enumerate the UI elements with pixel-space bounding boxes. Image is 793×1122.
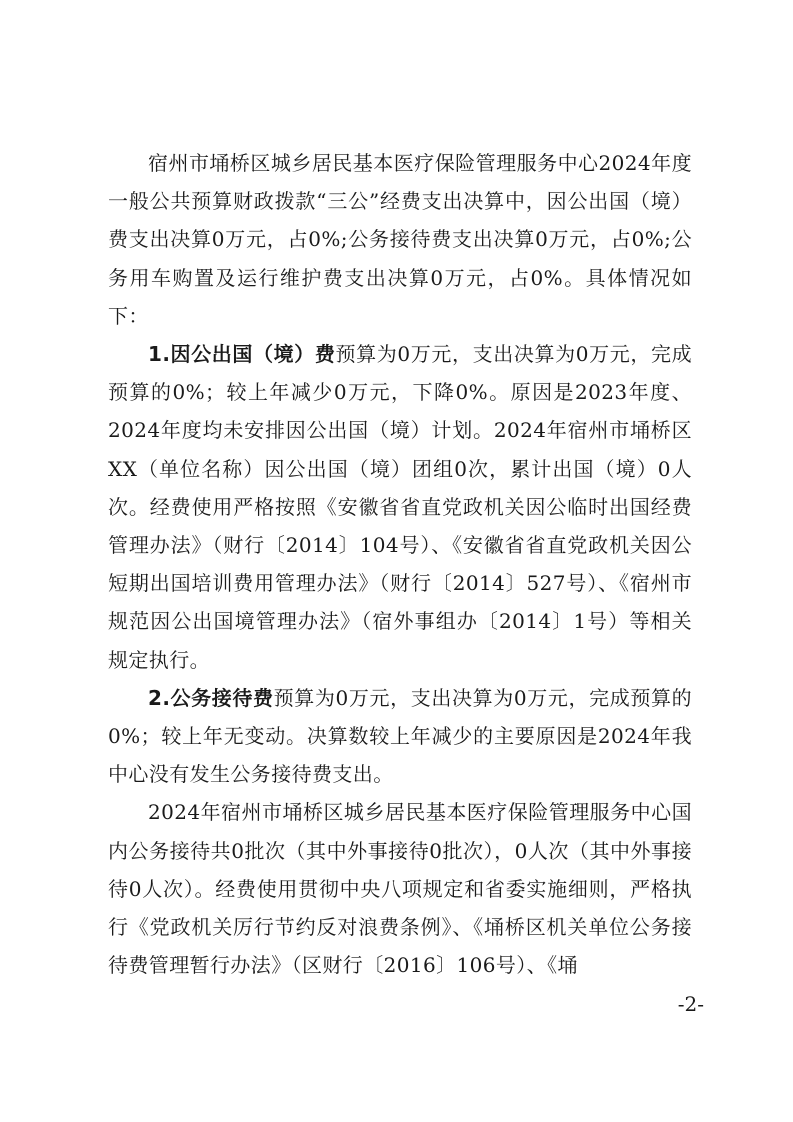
paragraph-reception-details — [108, 793, 692, 984]
overseas-travel-text: 预算为0万元，支出决算为0万元，完成预算的0%；较上年减少0万元，下降0%。原因是2023年度、2024年度均未安排因公出国（境）计划。2024年宿州市埇桥区XX（单位名称）因公出国（境）团组0次，累计出国（境）0人次。经费使用严格按照《安徽省省直党政机关因公临时出国经费管理办法》（财行〔2014〕104号）、《安徽省省直党政机关因公短期出国培训费用管理办法》（财行〔2014〕527号）、《宿州市规范因公出国境管理办法》（宿外事组办〔2014〕1号）等相关规定执行。 — [108, 342, 692, 672]
overseas-travel-heading: 1.因公出国（境）费 — [148, 342, 336, 367]
paragraph-intro — [108, 144, 692, 335]
reception-text: 预算为0万元，支出决算为0万元，完成预算的0%；较上年无变动。决算数较上年减少的主要原因是2024年我中心没有发生公务接待费支出。 — [108, 685, 692, 787]
page-number: -2- — [677, 992, 704, 1016]
paragraph-intro-text: 宿州市埇桥区城乡居民基本医疗保险管理服务中心2024年度一般公共预算财政拨款“三公”经费支出决算中，因公出国（境）费支出决算0万元，占0%;公务接待费支出决算0万元，占0%;公务用车购置及运行维护费支出决算0万元，占0%。具体情况如下： — [108, 151, 692, 328]
reception-heading: 2.公务接待费 — [148, 685, 274, 710]
paragraph-overseas-travel — [108, 335, 692, 679]
reception-details-text: 2024年宿州市埇桥区城乡居民基本医疗保险管理服务中心国内公务接待共0批次（其中外事接待0批次），0人次（其中外事接待0人次）。经费使用贯彻中央八项规定和省委实施细则，严格执行《党政机关厉行节约反对浪费条例》、《埇桥区机关单位公务接待费管理暂行办法》（区财行〔2016〕106号）、《埇 — [108, 800, 692, 978]
paragraph-reception — [108, 679, 692, 794]
document-body — [108, 144, 692, 984]
